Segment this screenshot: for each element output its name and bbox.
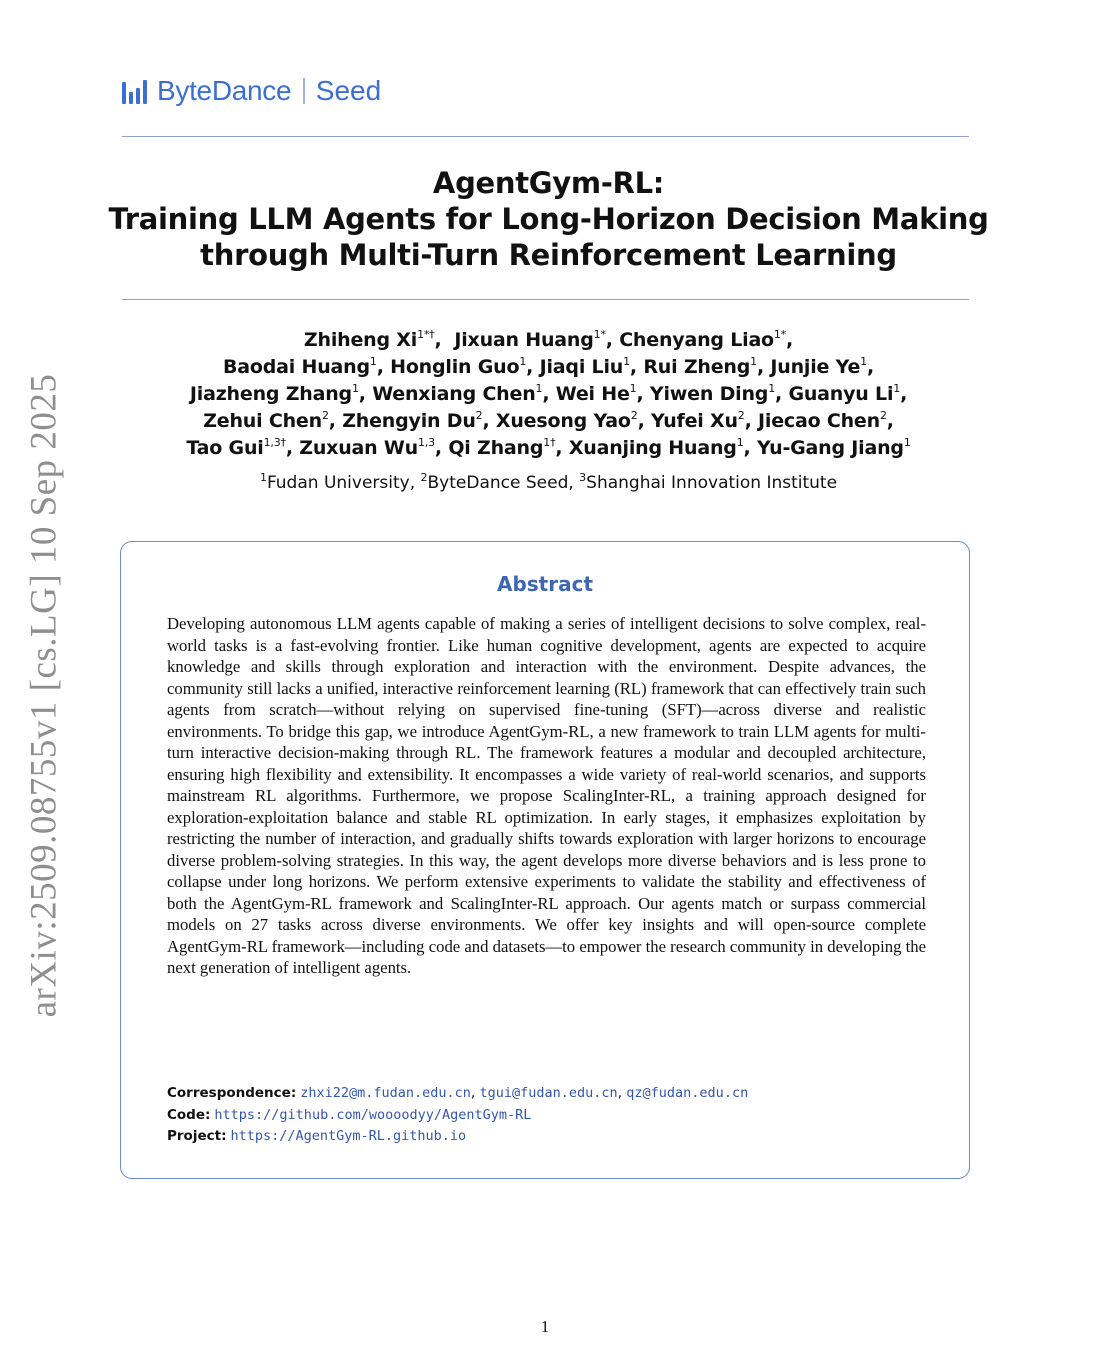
correspondence-label: Correspondence: bbox=[167, 1085, 297, 1101]
author-affiliation-mark: 2 bbox=[475, 409, 483, 422]
author-affiliation-mark: 2 bbox=[737, 409, 745, 422]
author-line: Zhiheng $Xi^{1*\dagger}$, Jixuan Huang$^{1*}$, Chenyang Liao$^{1*}$, bbox=[303, 328, 794, 351]
author-affiliation-mark: 1 bbox=[623, 355, 630, 368]
author-affiliation-mark: 1 bbox=[629, 382, 637, 395]
author-line: Tao Gui$^{1,3\dagger}$, Zuxuan Wu$^{1,3}$, Qi Zhang$^{1\dagger}$, Xuanjing Huang$^1$, Yu-Gang Jiang$^1$ bbox=[186, 436, 911, 459]
abstract-text: Developing autonomous LLM agents capable of making a series of intelligent decisions to solve complex, real-world tasks is a fast-evolving frontier. Like human cognitive development, agents are expected to acquire knowledge and skills through exploration and interaction with the environment. Despite advances, the community still lacks a unified, interactive reinforcement learning (RL) framework that can effectively train such agents from scratch—without relying on supervised fine-tuning (SFT)—across diverse and realistic environments. To bridge this gap, we introduce AgentGym-RL, a new framework to train LLM agents for multi-turn interactive decision-making through RL. The framework features a modular and decoupled architecture, ensuring high flexibility and extensibility. It encompasses a wide variety of real-world scenarios, and supports mainstream RL algorithms. Furthermore, we propose ScalingInter-RL, a training approach designed for exploration-exploitation balance and stable RL optimization. In early stages, it emphasizes exploitation by restricting the number of interaction, and gradually shifts towards exploration with larger horizons to encourage diverse problem-solving strategies. In this way, the agent develops more diverse behaviors and is less prone to collapse under long horizons. We perform extensive experiments to validate the stability and effectiveness of both the AgentGym-RL framework and ScalingInter-RL approach. Our agents match or surpass commercial models on 27 tasks across diverse environments. We offer key insights and will open-source complete AgentGym-RL framework—including code and datasets—to empower the research community in developing the next generation of intelligent agents. bbox=[167, 614, 926, 977]
author-name: Qi Zhang bbox=[448, 437, 544, 459]
project-link[interactable]: https://AgentGym-RL.github.io bbox=[230, 1128, 467, 1144]
abstract-heading: Abstract bbox=[496, 572, 594, 596]
author-affiliation-mark: 1*† bbox=[417, 328, 435, 341]
paper-title bbox=[100, 165, 997, 273]
author-list bbox=[100, 328, 997, 463]
author-name: Xuanjing Huang bbox=[568, 437, 737, 459]
author-affiliation-mark: 1,3 bbox=[417, 436, 435, 449]
author-name: Yufei Xu bbox=[651, 410, 738, 432]
author-name: Zehui Chen bbox=[203, 410, 322, 432]
bytedance-seed-logo bbox=[122, 74, 381, 108]
author-affiliation-mark: 2 bbox=[321, 409, 329, 422]
author-affiliation-mark: 1† bbox=[543, 436, 556, 449]
author-name: Wei He bbox=[555, 383, 630, 405]
affiliation-name: ByteDance Seed bbox=[427, 473, 569, 493]
code-label: Code: bbox=[167, 1106, 211, 1123]
author-name: Yu-Gang Jiang bbox=[756, 437, 904, 459]
author-name: Junjie Ye bbox=[770, 356, 861, 378]
author-name: Jiazheng Zhang bbox=[189, 383, 352, 405]
header-rule-top bbox=[122, 136, 969, 137]
author-affiliation-mark: 1 bbox=[903, 436, 911, 449]
author-name: Baodai Huang bbox=[222, 356, 370, 378]
author-affiliation-mark: 1,3† bbox=[263, 436, 286, 449]
affiliation-name: Fudan University bbox=[266, 473, 410, 493]
author-affiliation-mark: 1 bbox=[768, 382, 775, 395]
title-line: through Multi-Turn Reinforcement Learning bbox=[200, 238, 897, 272]
code-link[interactable]: https://github.com/woooodyy/AgentGym-RL bbox=[214, 1106, 532, 1123]
author-name: Xuesong Yao bbox=[495, 410, 631, 432]
author-name: Zuxuan Wu bbox=[299, 437, 418, 459]
author-affiliation-mark: 1* bbox=[773, 328, 787, 341]
author-affiliation-mark: 1 bbox=[369, 355, 377, 368]
author-affiliation-mark: 1 bbox=[736, 436, 744, 449]
author-name: Wenxiang Chen bbox=[372, 383, 536, 405]
project-label: Project: bbox=[167, 1128, 227, 1144]
author-name: Rui Zheng bbox=[643, 356, 751, 378]
arxiv-identifier-text: arXiv:2509.08755v1 [cs.LG] 10 Sep 2025 bbox=[23, 373, 65, 1017]
author-affiliation-mark: 1 bbox=[535, 382, 543, 395]
affiliation-mark: 2 bbox=[420, 471, 428, 484]
author-name: Yiwen Ding bbox=[649, 383, 769, 405]
author-name: Jixuan Huang bbox=[454, 329, 594, 351]
author-name: Guanyu Li bbox=[788, 383, 894, 405]
author-affiliation-mark: 1* bbox=[593, 328, 606, 341]
author-name: Zhengyin Du bbox=[342, 410, 476, 432]
email-link[interactable]: qz@fudan.edu.cn bbox=[626, 1085, 749, 1101]
author-name: Chenyang Liao bbox=[619, 329, 774, 351]
author-affiliation-mark: 2 bbox=[879, 409, 887, 422]
author-affiliation-mark: 2 bbox=[630, 409, 638, 422]
abstract-box bbox=[120, 541, 970, 1179]
author-name: Jiaqi Liu bbox=[539, 356, 624, 378]
logo-brand-text: ByteDance bbox=[157, 75, 292, 106]
correspondence-row: Correspondence: zhxi22@m.fudan.edu.cn, tgui@fudan.edu.cn, qz@fudan.edu.cn bbox=[167, 1085, 749, 1101]
author-name: Jiecao Chen bbox=[758, 410, 880, 432]
author-line: Zehui Chen$^2$, Zhengyin Du$^2$, Xuesong Yao$^2$, Yufei Xu$^2$, Jiecao Chen$^2$, bbox=[203, 409, 894, 432]
title-line: AgentGym-RL: bbox=[432, 166, 665, 200]
author-affiliation-mark: 1 bbox=[893, 382, 901, 395]
code-row bbox=[167, 1104, 927, 1126]
logo-sub-text: Seed bbox=[315, 75, 382, 106]
title-line: Training LLM Agents for Long-Horizon Decision Making bbox=[108, 202, 989, 236]
author-affiliation-mark: 1 bbox=[750, 355, 757, 368]
arxiv-identifier-stamp bbox=[18, 373, 70, 1017]
author-line: Jiazheng Zhang$^1$, Wenxiang Chen$^1$, Wei He$^1$, Yiwen Ding$^1$, Guanyu Li$^1$, bbox=[189, 382, 908, 405]
email-link[interactable]: tgui@fudan.edu.cn bbox=[479, 1085, 618, 1101]
author-affiliation-mark: 1 bbox=[519, 355, 527, 368]
header-rule-bottom bbox=[122, 299, 969, 300]
affiliation-list: $^1$Fudan University, $^2$ByteDance Seed, $^3$Shanghai Innovation Institute bbox=[259, 471, 838, 493]
logo-divider bbox=[303, 78, 305, 104]
bytedance-bars-icon bbox=[122, 78, 147, 104]
paper-metadata bbox=[167, 1082, 927, 1147]
project-row bbox=[167, 1125, 927, 1147]
affiliation-mark: 3 bbox=[579, 471, 587, 484]
author-name: Honglin Guo bbox=[390, 356, 520, 378]
author-affiliation-mark: 1 bbox=[860, 355, 867, 368]
author-line: Baodai Huang$^1$, Honglin Guo$^1$, Jiaqi Liu$^1$, Rui Zheng$^1$, Junjie Ye$^1$, bbox=[222, 355, 874, 378]
affiliation-mark: 1 bbox=[259, 471, 267, 484]
author-name: Tao Gui bbox=[186, 437, 264, 459]
author-affiliation-mark: 1 bbox=[351, 382, 359, 395]
page-number: 1 bbox=[540, 1317, 550, 1336]
affiliation-name: Shanghai Innovation Institute bbox=[586, 473, 838, 493]
author-name: Zhiheng Xi bbox=[303, 329, 418, 351]
email-link[interactable]: zhxi22@m.fudan.edu.cn bbox=[300, 1085, 471, 1101]
